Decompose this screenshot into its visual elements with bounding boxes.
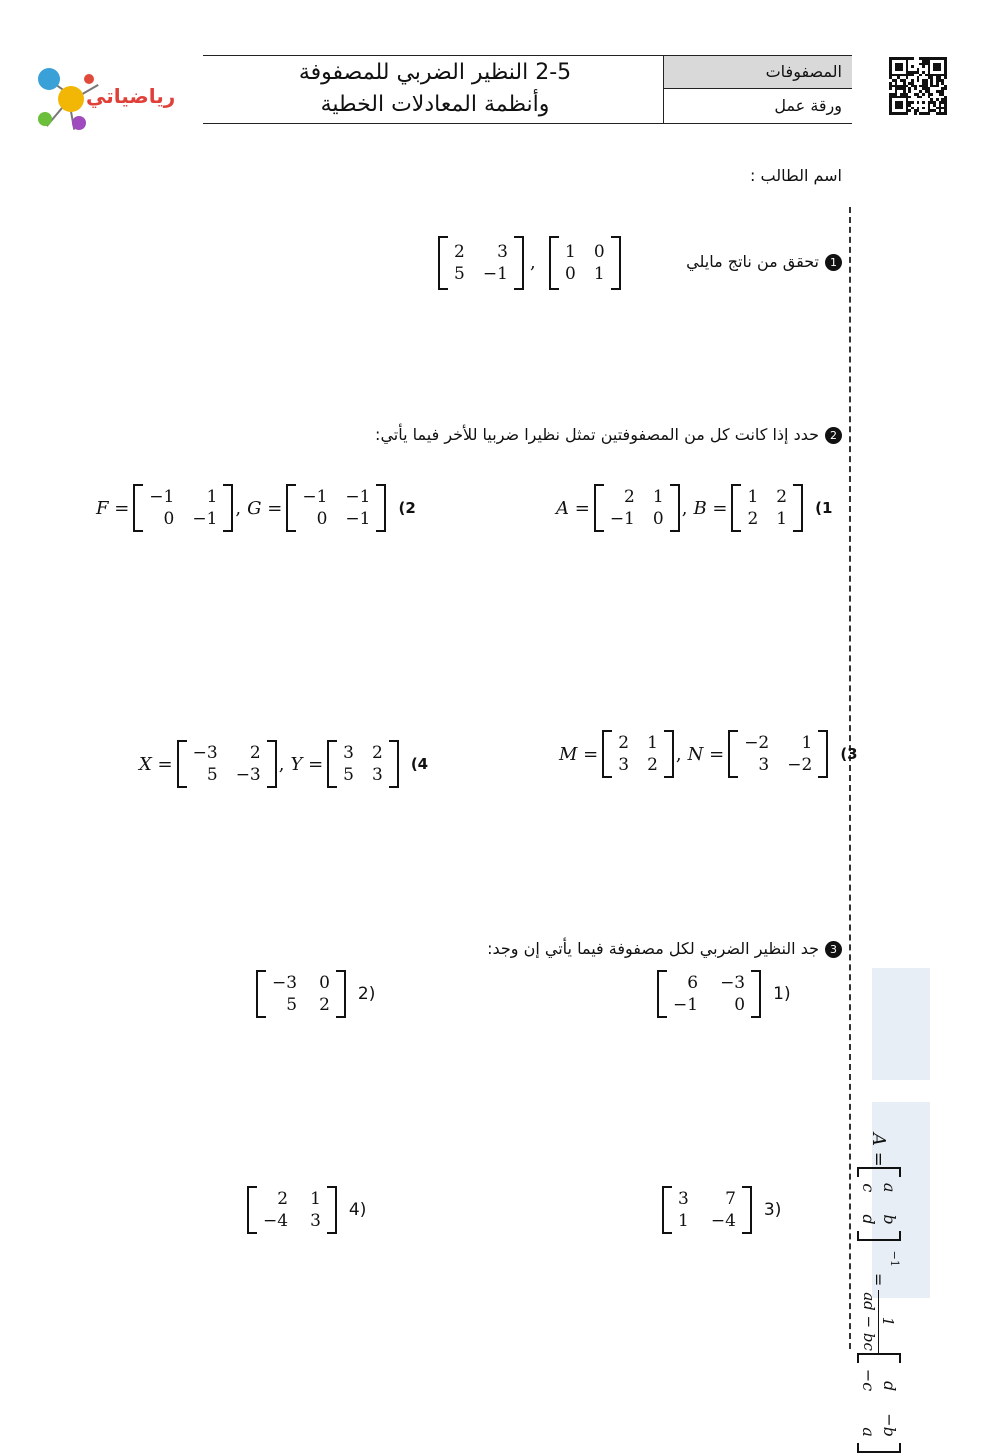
formula-inv-cell: −b	[880, 1413, 899, 1437]
matrix-cell: 5	[343, 765, 354, 785]
matrix-cell: 0	[652, 509, 664, 529]
matrix-cell: −1	[345, 509, 371, 529]
formula-a-matrix	[857, 1167, 901, 1241]
q2-item-1-number: (1	[815, 499, 833, 517]
question-1-number: 1	[825, 254, 842, 271]
q3-item-4	[247, 1186, 366, 1234]
matrix-cell: 2	[776, 487, 788, 507]
q2-item-1	[552, 484, 832, 532]
question-3-number: 3	[825, 941, 842, 958]
question-2	[375, 425, 842, 444]
q2-item-3-b-label: N =	[687, 743, 725, 765]
q2-item-1-matrix-a	[594, 484, 680, 532]
q1-m1-cell: 5	[454, 264, 465, 284]
matrix-cell: −1	[609, 509, 635, 529]
formula-fraction	[861, 1290, 898, 1353]
q2-item-4-separator: ,	[278, 753, 285, 775]
matrix-cell: 2	[618, 733, 630, 753]
q1-m2-cell: 0	[593, 242, 605, 262]
q2-item-2	[92, 484, 416, 532]
unit-label: المصفوفات	[765, 62, 842, 81]
matrix-cell: −1	[302, 487, 328, 507]
q2-item-4-number: (4	[410, 755, 429, 773]
formula-numerator: 1	[879, 1316, 898, 1327]
q3-item-2-number: 2)	[357, 984, 376, 1004]
q2-item-4-matrix-a	[177, 740, 277, 788]
matrix-cell: 1	[206, 487, 218, 507]
formula-inv-cell: d	[880, 1381, 899, 1392]
matrix-cell: 0	[163, 509, 175, 529]
matrix-cell: 2	[319, 995, 330, 1015]
q2-item-3-a-label: M =	[559, 743, 599, 765]
matrix-cell: 2	[747, 509, 759, 529]
title-line-1: 2-5 النظير الضربي للمصفوفة	[298, 60, 572, 85]
matrix-cell: 7	[725, 1189, 736, 1209]
matrix-cell: −4	[710, 1211, 736, 1231]
q1-matrix-2	[549, 236, 621, 290]
q2-item-3	[555, 730, 858, 778]
matrix-cell: −1	[149, 487, 175, 507]
q2-item-4-b-label: Y =	[290, 753, 324, 775]
title-line-2: وأنظمة المعادلات الخطية	[320, 92, 550, 117]
question-2-number: 2	[825, 427, 842, 444]
question-1-text: تحقق من ناتج مايلي	[686, 252, 819, 271]
matrix-cell: −1	[673, 995, 699, 1015]
matrix-cell: −3	[192, 743, 218, 763]
q1-m1-cell: 2	[454, 242, 465, 262]
q2-item-3-matrix-b	[728, 730, 828, 778]
matrix-cell: 3	[343, 743, 354, 763]
q2-item-2-matrix-a	[133, 484, 233, 532]
q2-item-3-number: (3	[840, 745, 858, 763]
matrix-cell: 1	[310, 1189, 321, 1209]
q2-item-1-b-label: B =	[693, 497, 728, 519]
matrix-cell: 1	[647, 733, 658, 753]
question-3	[487, 939, 842, 958]
q3-item-1-number: 1)	[773, 984, 791, 1004]
matrix-cell: −1	[345, 487, 371, 507]
sheet-type-label: ورقة عمل	[774, 96, 842, 115]
matrix-cell: −3	[272, 973, 298, 993]
q1-m1-cell: 3	[497, 242, 508, 262]
logo	[30, 60, 175, 135]
matrix-cell: −3	[235, 765, 261, 785]
formula-a-cell: d	[859, 1214, 878, 1225]
q3-item-1	[657, 970, 791, 1018]
matrix-cell: 3	[310, 1211, 321, 1231]
formula-inv-cell: a	[859, 1427, 878, 1437]
q3-item-3-number: 3)	[763, 1200, 782, 1220]
q2-item-2-b-label: G =	[247, 497, 283, 519]
q2-item-2-a-label: F =	[96, 497, 130, 519]
question-3-text: جد النظير الضربي لكل مصفوفة فيما يأتي إن وجد:	[487, 939, 819, 958]
q2-item-2-number: (2	[398, 499, 416, 517]
q1-m2-cell: 0	[565, 264, 576, 284]
q2-item-4-a-label: X =	[139, 753, 173, 775]
matrix-cell: 1	[801, 733, 813, 753]
matrix-cell: 1	[652, 487, 664, 507]
q1-m2-cell: 1	[593, 264, 605, 284]
matrix-cell: −2	[744, 733, 770, 753]
q2-item-4-matrix-b	[327, 740, 399, 788]
q1-matrix-1	[438, 236, 524, 290]
qr-code	[889, 57, 947, 115]
matrix-cell: 2	[372, 743, 383, 763]
header-bottom-border	[203, 123, 852, 124]
formula-card-top	[872, 968, 930, 1080]
matrix-cell: 0	[319, 973, 330, 993]
matrix-cell: 3	[678, 1189, 689, 1209]
q2-item-1-separator: ,	[681, 497, 688, 519]
header-cell-divider	[664, 88, 852, 89]
question-2-text: حدد إذا كانت كل من المصفوفتين تمثل نظيرا ضربيا للأخر فيما يأتي:	[375, 425, 819, 444]
q2-item-3-matrix-a	[602, 730, 674, 778]
matrix-cell: 1	[678, 1211, 689, 1231]
formula-a-cell: c	[859, 1183, 878, 1193]
matrix-cell: 2	[277, 1189, 289, 1209]
q1-comma: ,	[530, 252, 536, 273]
q2-item-2-separator: ,	[235, 497, 242, 519]
matrix-cell: 0	[316, 509, 328, 529]
q3-item-3	[662, 1186, 781, 1234]
q3-item-4-number: 4)	[348, 1200, 367, 1220]
matrix-cell: 0	[734, 995, 746, 1015]
matrix-cell: −3	[720, 973, 746, 993]
matrix-cell: 1	[747, 487, 759, 507]
matrix-cell: 3	[372, 765, 383, 785]
formula-a-cell: a	[880, 1182, 899, 1193]
formula-inverse-exponent: −1	[888, 1250, 901, 1267]
formula-lhs: A =	[868, 1133, 890, 1167]
matrix-cell: −4	[263, 1211, 289, 1231]
matrix-cell: 3	[618, 755, 630, 775]
matrix-cell: 2	[249, 743, 261, 763]
matrix-cell: 1	[776, 509, 788, 529]
logo-text: رياضياتي	[86, 84, 176, 108]
question-1	[686, 252, 842, 271]
q2-item-1-a-label: A =	[556, 497, 590, 519]
student-name-label: اسم الطالب :	[750, 166, 842, 185]
matrix-cell: 5	[286, 995, 298, 1015]
matrix-cell: −2	[787, 755, 813, 775]
matrix-cell: 5	[206, 765, 218, 785]
formula-a-cell: b	[880, 1214, 899, 1225]
q2-item-2-matrix-b	[286, 484, 386, 532]
q2-item-3-separator: ,	[675, 743, 682, 765]
matrix-cell: −1	[192, 509, 218, 529]
q3-item-2	[256, 970, 375, 1018]
q1-m1-cell: −1	[482, 264, 508, 284]
matrix-cell: 6	[687, 973, 699, 993]
matrix-cell: 2	[647, 755, 658, 775]
formula-inv-cell: −c	[859, 1368, 878, 1392]
matrix-cell: 2	[624, 487, 635, 507]
formula-denominator: ad − bc	[860, 1292, 879, 1351]
q1-m2-cell: 1	[565, 242, 576, 262]
q2-item-1-matrix-b	[731, 484, 803, 532]
q2-item-4	[135, 740, 428, 788]
dashed-divider	[849, 207, 851, 1349]
matrix-cell: 3	[758, 755, 770, 775]
